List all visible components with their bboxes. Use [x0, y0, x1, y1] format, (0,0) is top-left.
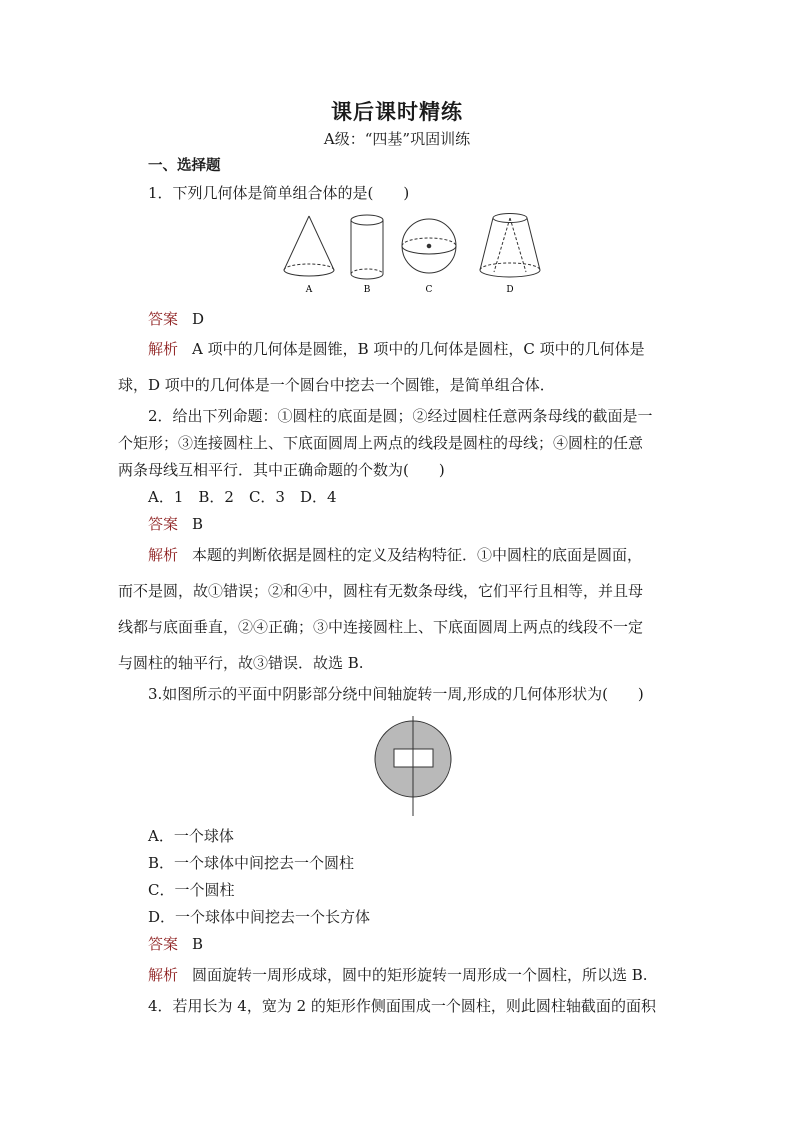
- page-subtitle: A级：“四基”巩固训练: [323, 130, 471, 148]
- q1-analysis-line: [148, 339, 645, 359]
- q2-stem-line-3: 两条母线互相平行．其中正确命题的个数为( ): [118, 461, 445, 479]
- q3-stem: 3.如图所示的平面中阴影部分绕中间轴旋转一周,形成的几何体形状为( ): [148, 685, 644, 703]
- answer-value: B: [192, 935, 204, 953]
- fig-label-a: A: [305, 285, 313, 295]
- q4-stem: 4．若用长为 4，宽为 2 的矩形作侧面围成一个圆柱，则此圆柱轴截面的面积: [148, 997, 656, 1015]
- section-heading: 一、选择题: [148, 158, 221, 174]
- q3-analysis-line: [148, 965, 648, 985]
- q1-figure: [276, 208, 546, 300]
- answer-value: D: [192, 310, 205, 328]
- fig-label-c: C: [425, 285, 433, 295]
- q3-figure: [366, 712, 460, 818]
- fig-label-d: D: [506, 285, 514, 295]
- q3-option-c: C．一个圆柱: [148, 881, 235, 899]
- q2-answer: [148, 514, 203, 534]
- page-title: 课后课时精练: [331, 100, 463, 124]
- analysis-text: A 项中的几何体是圆锥，B 项中的几何体是圆柱，C 项中的几何体是: [192, 340, 645, 358]
- cone-figure: [284, 216, 334, 276]
- cylinder-figure: [351, 215, 383, 279]
- sphere-figure: [402, 219, 456, 273]
- q3-option-a: A．一个球体: [148, 827, 234, 845]
- frustum-figure: [480, 214, 540, 278]
- analysis-label: 解析: [148, 966, 179, 984]
- analysis-label: 解析: [148, 340, 179, 358]
- q2-stem-line-2: 个矩形；③连接圆柱上、下底面圆周上两点的线段是圆柱的母线；④圆柱的任意: [118, 434, 644, 452]
- q1-analysis-line-2: 球，D 项中的几何体是一个圆台中挖去一个圆锥，是简单组合体．: [118, 376, 555, 394]
- q1-answer: [148, 309, 204, 329]
- q2-stem-line-1: 2．给出下列命题：①圆柱的底面是圆；②经过圆柱任意两条母线的截面是一: [148, 407, 653, 425]
- q2-analysis-line: [148, 545, 642, 565]
- q2-options: A．1 B．2 C．3 D．4: [148, 488, 337, 506]
- q1-stem: 1．下列几何体是简单组合体的是( ): [148, 184, 410, 202]
- analysis-text: 圆面旋转一周形成球，圆中的矩形旋转一周形成一个圆柱，所以选 B.: [192, 966, 648, 984]
- q2-analysis-line-4: 与圆柱的轴平行，故③错误．故选 B.: [118, 654, 364, 672]
- answer-label: 答案: [148, 310, 179, 328]
- q2-analysis-line-2: 而不是圆，故①错误；②和④中，圆柱有无数条母线，它们平行且相等，并且母: [118, 582, 644, 600]
- q2-analysis-line-3: 线都与底面垂直，②④正确；③中连接圆柱上、下底面圆周上两点的线段不一定: [118, 618, 644, 636]
- q3-option-b: B．一个球体中间挖去一个圆柱: [148, 854, 355, 872]
- answer-label: 答案: [148, 935, 179, 953]
- answer-label: 答案: [148, 515, 179, 533]
- analysis-label: 解析: [148, 546, 179, 564]
- analysis-text: 本题的判断依据是圆柱的定义及结构特征．①中圆柱的底面是圆面，: [192, 546, 643, 564]
- q3-answer: [148, 934, 203, 954]
- q3-option-d: D．一个球体中间挖去一个长方体: [148, 908, 371, 926]
- fig-label-b: B: [363, 285, 371, 295]
- answer-value: B: [192, 515, 204, 533]
